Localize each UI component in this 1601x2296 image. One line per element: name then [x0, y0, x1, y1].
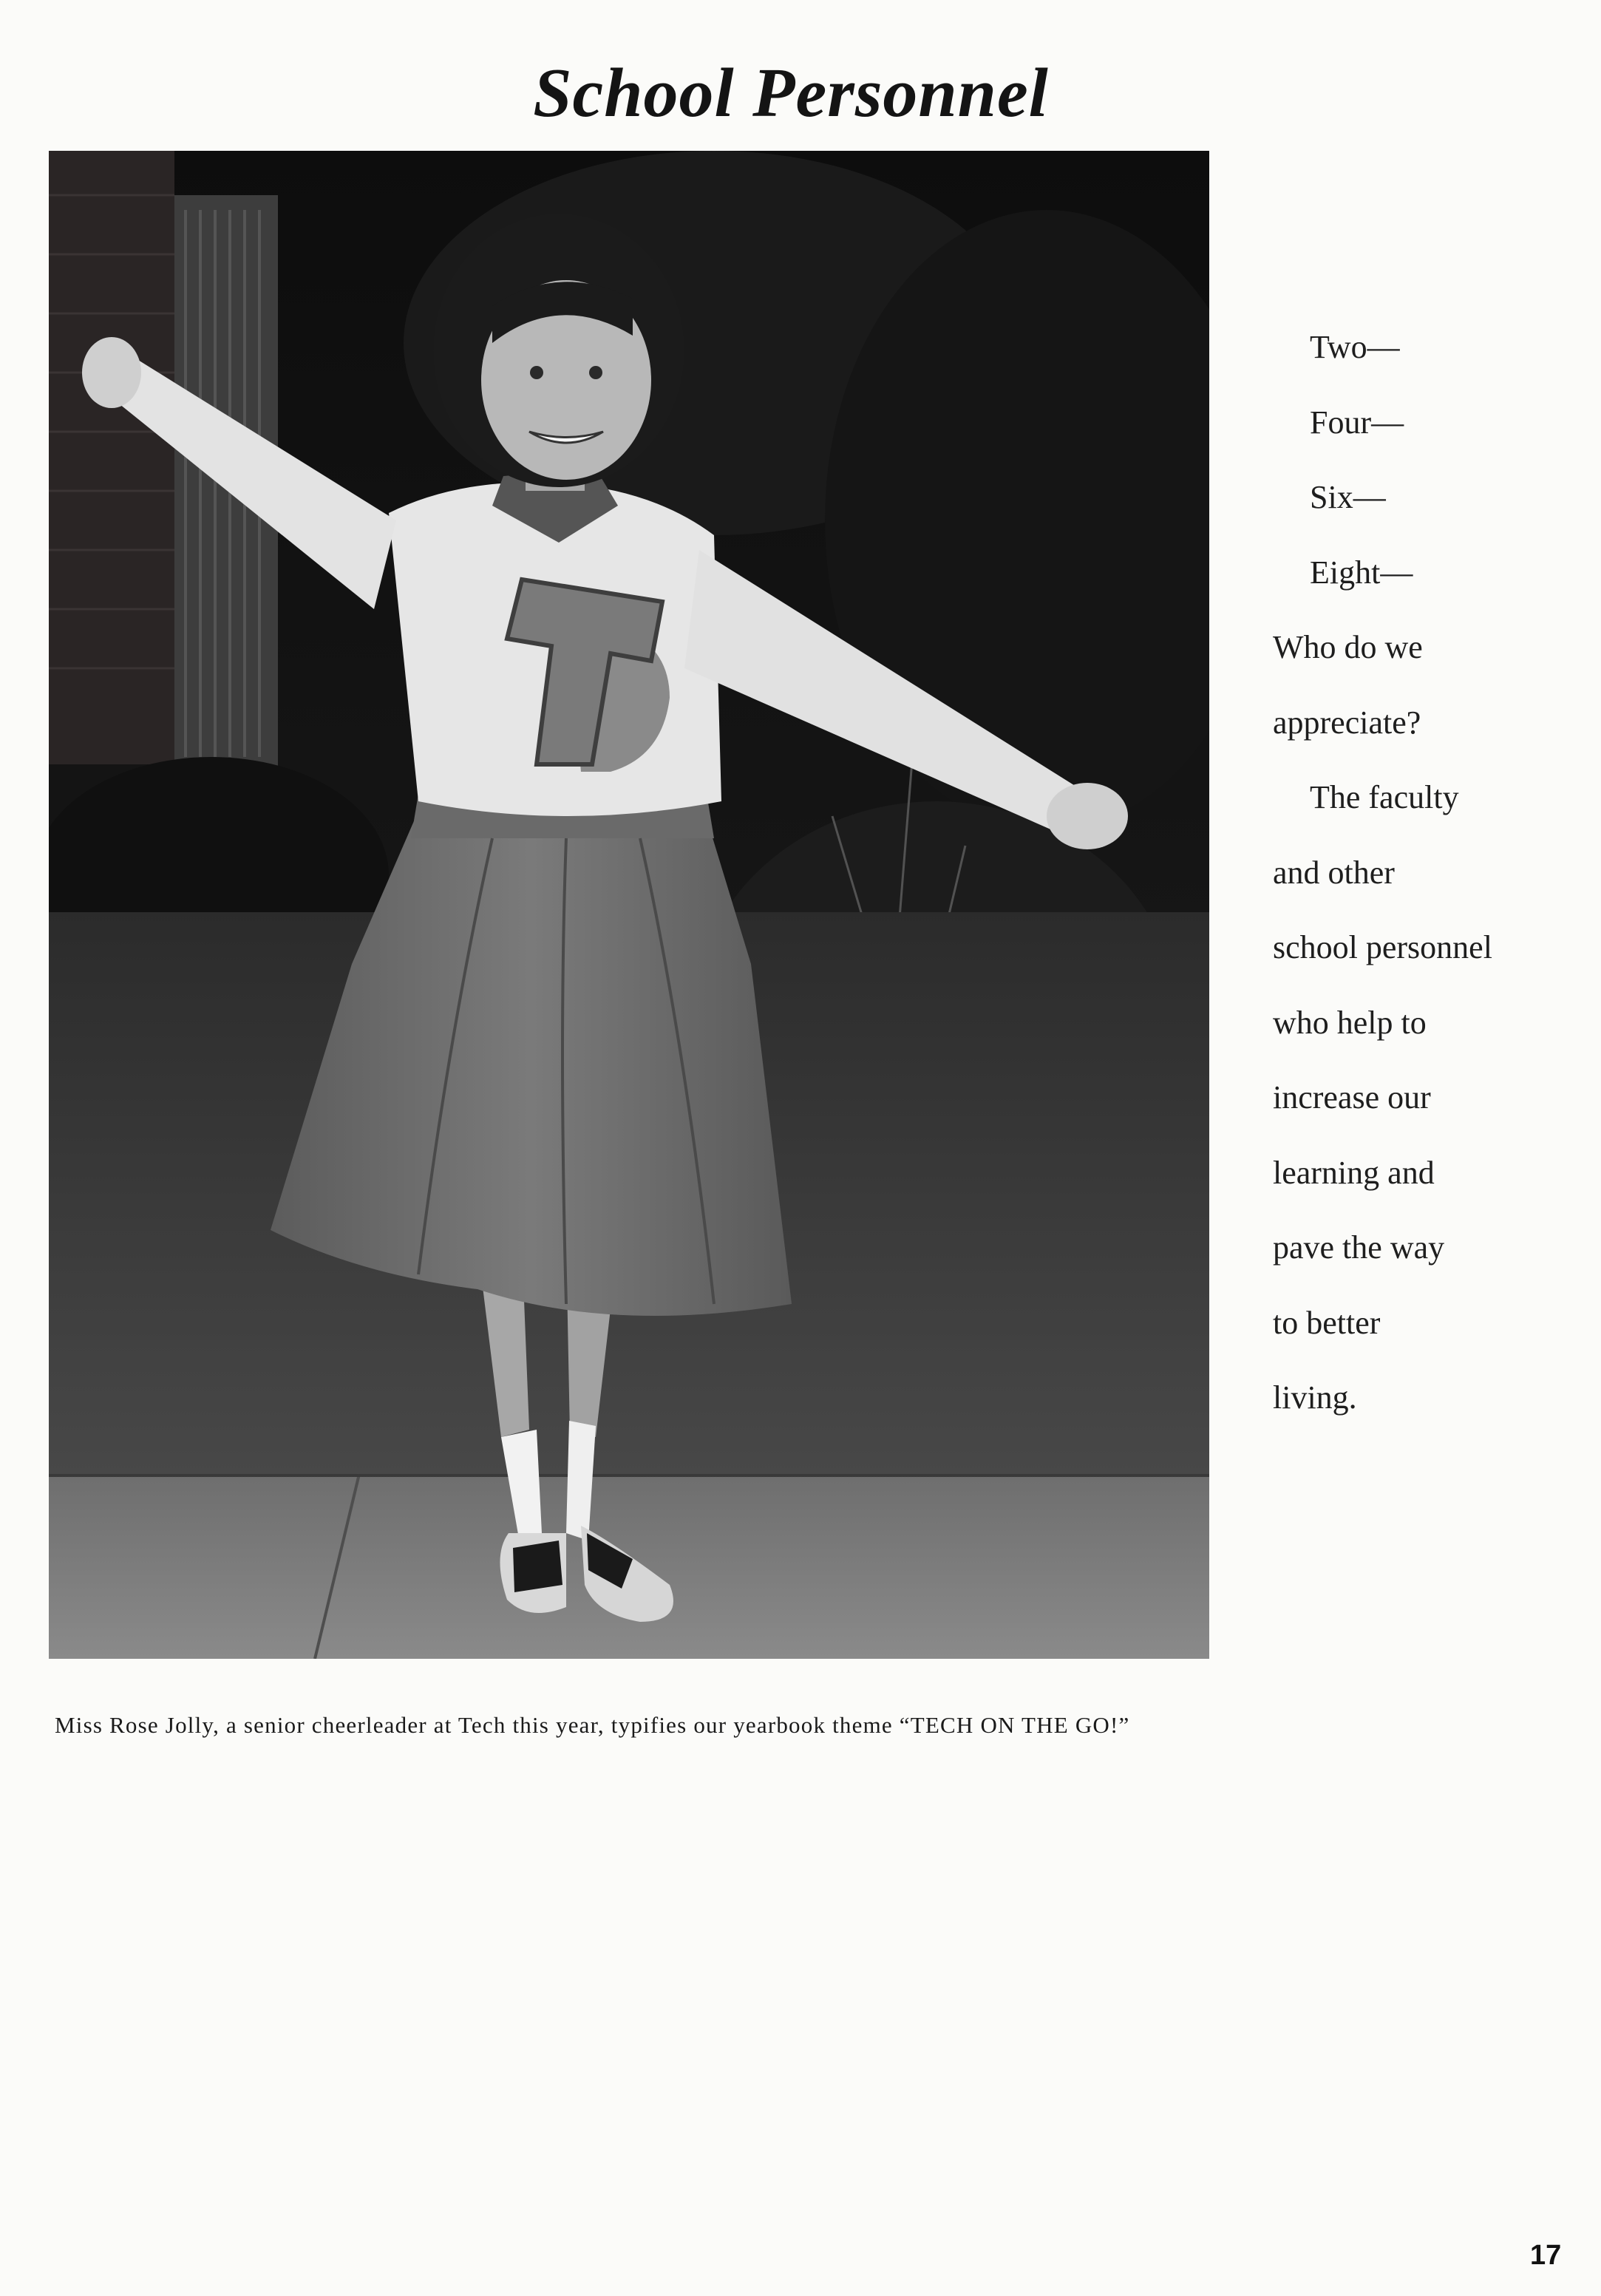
photo-caption: Miss Rose Jolly, a senior cheerleader at Tech this year, typifies our yearbook theme “TECH ON THE GO!”	[55, 1712, 1130, 1738]
poem-text	[1273, 325, 1568, 1451]
poem-line: who help to	[1273, 1004, 1427, 1041]
page-number: 17	[1530, 2240, 1562, 2271]
poem-line: pave the way	[1273, 1229, 1445, 1266]
poem-line: and other	[1273, 854, 1395, 891]
poem-line: Two—	[1310, 329, 1400, 365]
poem-line: appreciate?	[1273, 704, 1421, 741]
sweater-letter: T	[592, 707, 597, 715]
poem-line: increase our	[1273, 1079, 1431, 1115]
poem-line: to better	[1273, 1304, 1381, 1341]
poem-line: Four—	[1310, 404, 1404, 441]
poem-line: Who do we	[1273, 629, 1423, 665]
cheerleader-photo	[49, 151, 1209, 1659]
page-title: School Personnel	[533, 55, 1049, 132]
poem-line: school personnel	[1273, 929, 1492, 965]
poem-line: The faculty	[1310, 779, 1459, 815]
poem-line: Six—	[1310, 479, 1386, 515]
poem-line: learning and	[1273, 1154, 1435, 1191]
poem-line: Eight—	[1310, 554, 1413, 591]
poem-line: living.	[1273, 1379, 1357, 1416]
